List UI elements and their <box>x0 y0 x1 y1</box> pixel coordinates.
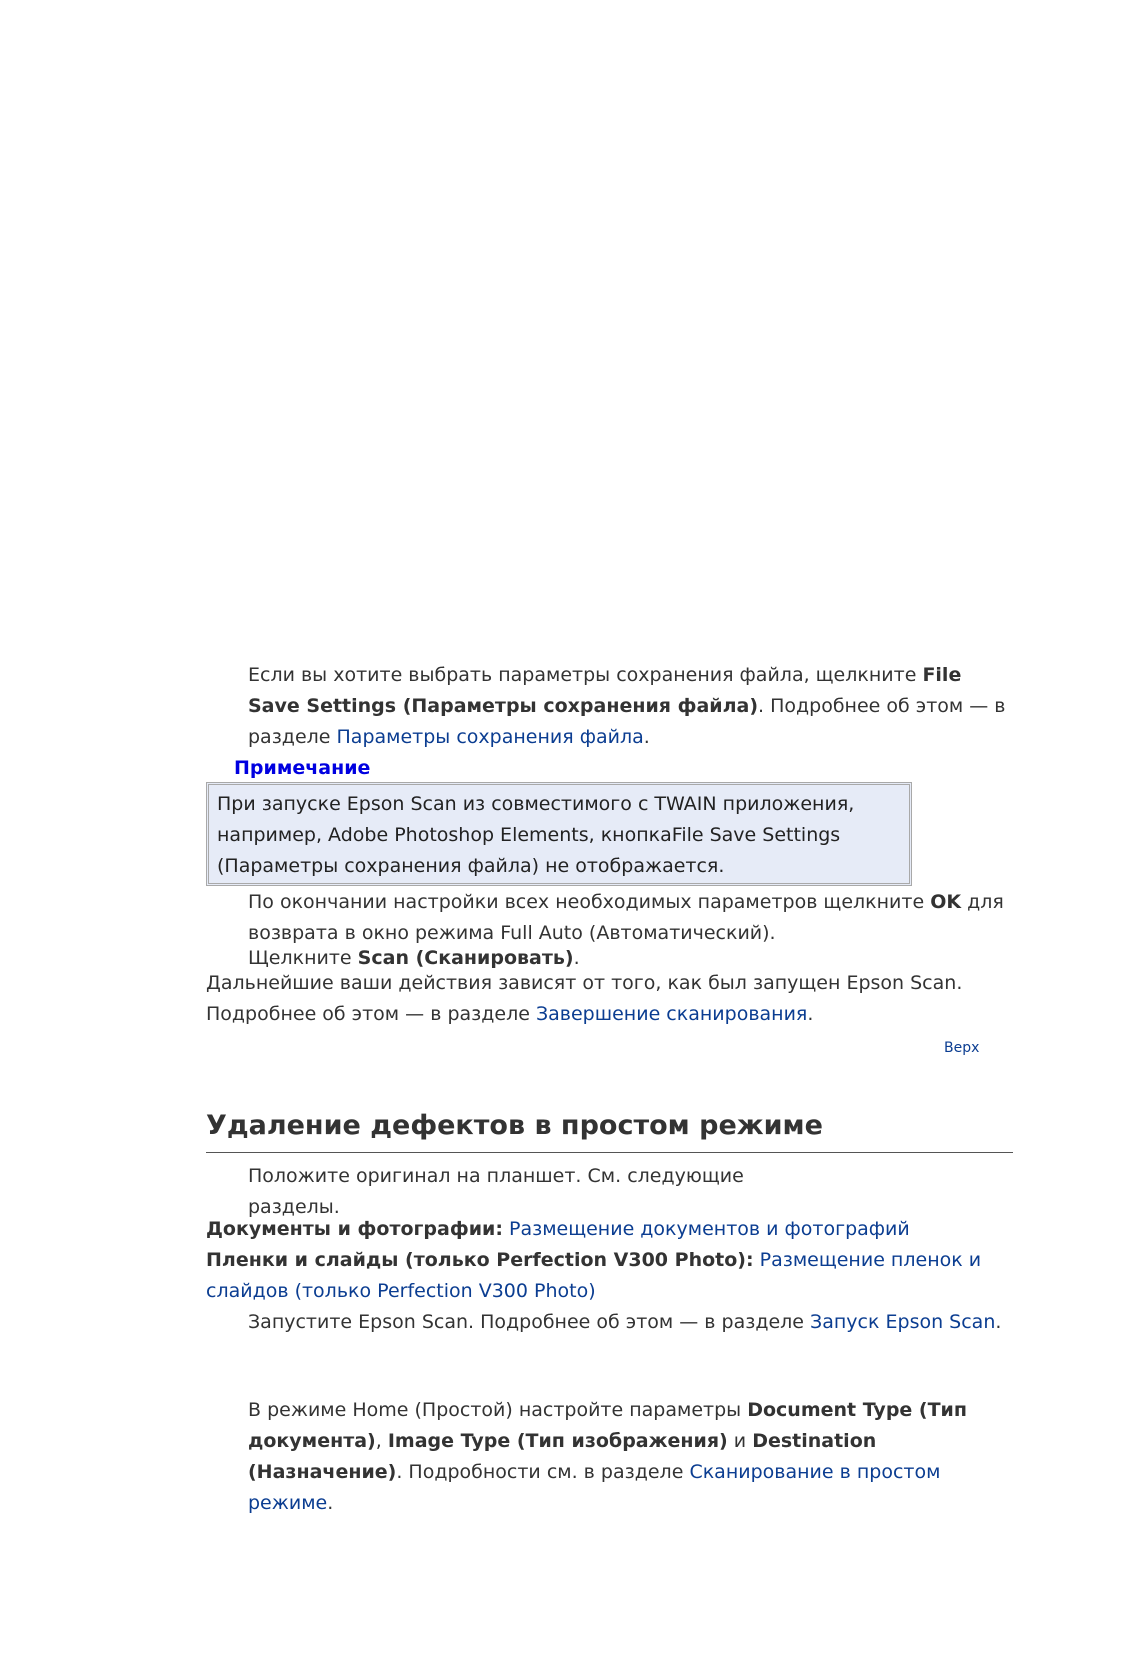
section-heading: Удаление дефектов в простом режиме <box>206 1110 823 1141</box>
paragraph-text: . <box>807 1003 814 1025</box>
place-documents-link[interactable]: Размещение документов и фотографий <box>508 1218 910 1240</box>
films-line <box>206 1245 1006 1307</box>
destination-label: Destination (Назначение) <box>248 1430 877 1483</box>
scan-label: Scan (Сканировать) <box>357 947 574 969</box>
step-text: . <box>573 947 580 969</box>
step-launch <box>248 1307 1008 1338</box>
image-type-label: Image Type (Тип изображения) <box>387 1430 728 1452</box>
step-text: В режиме Home (Простой) настройте параметры <box>248 1399 748 1421</box>
after-scan-paragraph <box>206 968 1006 1030</box>
films-label: Пленки и слайды (только Perfection V300 Photo): <box>206 1249 754 1271</box>
note-title: Примечание <box>234 757 371 779</box>
docs-label: Документы и фотографии: <box>206 1218 503 1240</box>
docs-line <box>206 1214 1006 1245</box>
step-text: . <box>643 726 650 748</box>
step-text: . <box>327 1492 334 1514</box>
launch-epson-scan-link[interactable]: Запуск Epson Scan <box>810 1311 996 1333</box>
step-home-mode <box>248 1395 1008 1519</box>
step-text: . Подробности см. в разделе <box>396 1461 690 1483</box>
step-text: . <box>995 1311 1002 1333</box>
note-box <box>206 782 912 886</box>
step-text: Щелкните <box>248 947 358 969</box>
note-text: При запуске Epson Scan из совместимого с TWAIN приложения, например, Adobe Photoshop Elements, кнопкаFile Save Settings (Параметры сохранения файла) не отображается. <box>217 793 855 877</box>
step-text: для возврата в окно режима Full Auto (Автоматический). <box>248 891 1004 944</box>
step-text: Если вы хотите выбрать параметры сохранения файла, щелкните <box>248 664 923 686</box>
heading-divider <box>206 1152 1013 1153</box>
home-mode-scanning-link[interactable]: Сканирование в простом режиме <box>248 1461 941 1514</box>
step-file-save-settings <box>248 660 1008 753</box>
paragraph-text: Дальнейшие ваши действия зависят от того, как был запущен Epson Scan. Подробнее об этом — в разделе <box>206 972 963 1025</box>
file-save-settings-label: File Save Settings (Параметры сохранения файла) <box>248 664 962 717</box>
step-text: и <box>727 1430 753 1452</box>
step-text: По окончании настройки всех необходимых параметров щелкните <box>248 891 931 913</box>
step-text: Запустите Epson Scan. Подробнее об этом — в разделе <box>248 1311 811 1333</box>
document-type-label: Document Type (Тип документа) <box>248 1399 968 1452</box>
ok-label: OK <box>930 891 962 913</box>
step-text: , <box>375 1430 388 1452</box>
finish-scanning-link[interactable]: Завершение сканирования <box>535 1003 808 1025</box>
place-films-link[interactable]: Размещение пленок и слайдов (только Perfection V300 Photo) <box>206 1249 982 1302</box>
file-save-settings-link[interactable]: Параметры сохранения файла <box>336 726 644 748</box>
step-place-original: Положите оригинал на планшет. См. следующие разделы. <box>248 1165 744 1218</box>
step-ok <box>248 887 1008 949</box>
step-text: . Подробнее об этом — в разделе <box>248 695 1006 748</box>
back-to-top-link[interactable]: Верх <box>944 1040 980 1056</box>
